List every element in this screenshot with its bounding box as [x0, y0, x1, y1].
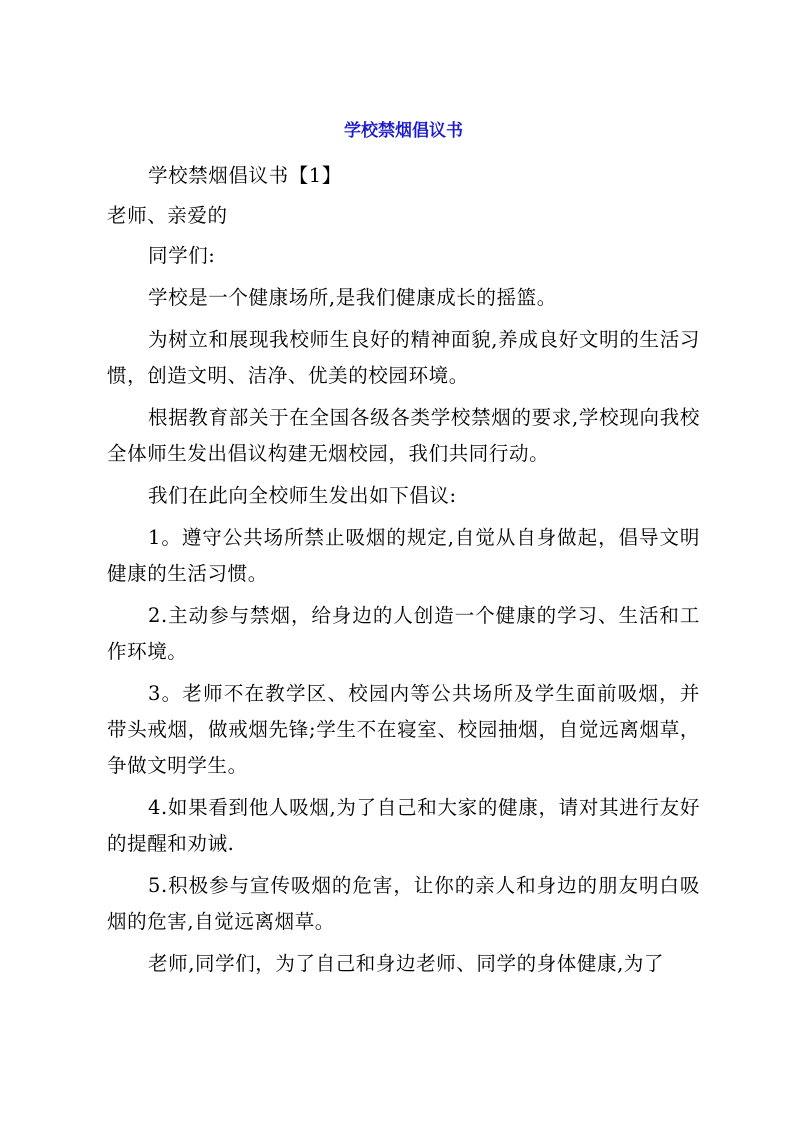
closing-paragraph: 老师,同学们，为了自己和身边老师、同学的身体健康,为了	[148, 952, 665, 975]
salutation-teachers: 老师、亲爱的	[107, 204, 228, 227]
paragraph-1: 学校是一个健康场所,是我们健康成长的摇篮。	[148, 286, 557, 309]
proposal-item-5: 5.积极参与宣传吸烟的危害，让你的亲人和身边的朋友明白吸烟的危害,自觉远离烟草。	[107, 874, 700, 933]
proposal-item-3: 3。老师不在教学区、校园内等公共场所及学生面前吸烟，并带头戒烟，做戒烟先锋;学生不在寝室、校园抽烟，自觉远离烟草，争做文明学生。	[107, 682, 700, 777]
proposal-item-4: 4.如果看到他人吸烟,为了自己和大家的健康，请对其进行友好的提醒和劝诫.	[107, 796, 700, 855]
proposal-item-1: 1。遵守公共场所禁止吸烟的规定,自觉从自身做起，倡导文明健康的生活习惯。	[107, 526, 700, 585]
proposal-item-2: 2.主动参与禁烟，给身边的人创造一个健康的学习、生活和工作环境。	[107, 604, 700, 663]
paragraph-3: 根据教育部关于在全国各级各类学校禁烟的要求,学校现向我校全体师生发出倡议构建无烟校园，我们共同行动。	[107, 406, 700, 465]
document-title: 学校禁烟倡议书	[344, 121, 463, 141]
document-subtitle: 学校禁烟倡议书【1】	[148, 164, 342, 187]
paragraph-4: 我们在此向全校师生发出如下倡议:	[148, 484, 457, 507]
paragraph-2: 为树立和展现我校师生良好的精神面貌,养成良好文明的生活习惯，创造文明、洁净、优美的校园环境。	[107, 328, 700, 387]
salutation-classmates: 同学们:	[148, 244, 216, 267]
